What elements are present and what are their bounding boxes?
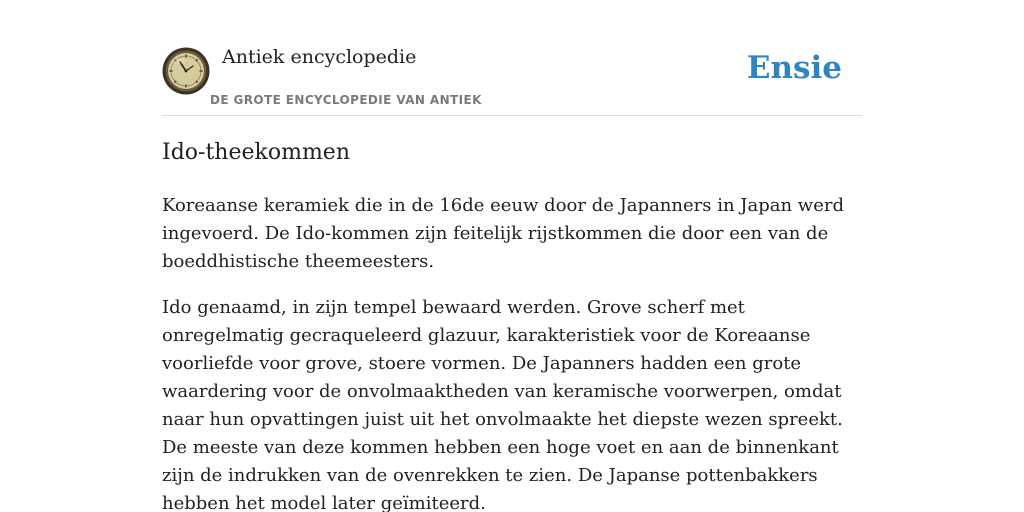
header-divider: [162, 115, 862, 116]
entry-paragraph-1: Koreaanse keramiek die in de 16de eeuw door de Japanners in Japan werd ingevoerd. De Ido-kommen zijn feitelijk rijstkommen die door een van de boeddhistische theemeesters.: [162, 195, 844, 272]
brand-logo-text[interactable]: Ensie: [746, 50, 842, 86]
site-title[interactable]: Antiek encyclopedie: [222, 46, 417, 68]
site-subtitle: DE GROTE ENCYCLOPEDIE VAN ANTIEK: [210, 93, 482, 107]
antique-clock-icon[interactable]: [162, 47, 210, 95]
entry-paragraph-2: Ido genaamd, in zijn tempel bewaard werden. Grove scherf met onregelmatig gecraqueleerd glazuur, karakteristiek voor de Koreaanse voorliefde voor grove, stoere vormen. De Japanners hadden een grote waardering voor de onvolmaaktheden van keramische voorwerpen, omdat naar hun opvattingen juist uit het onvolmaakte het diepste wezen spreekt. De meeste van deze kommen hebben een hoge voet en aan de binnenkant zijn de indrukken van de ovenrekken te zien. De Japanse pottenbakkers hebben het model later geïmiteerd.: [162, 297, 843, 512]
entry-title: Ido-theekommen: [162, 140, 350, 165]
